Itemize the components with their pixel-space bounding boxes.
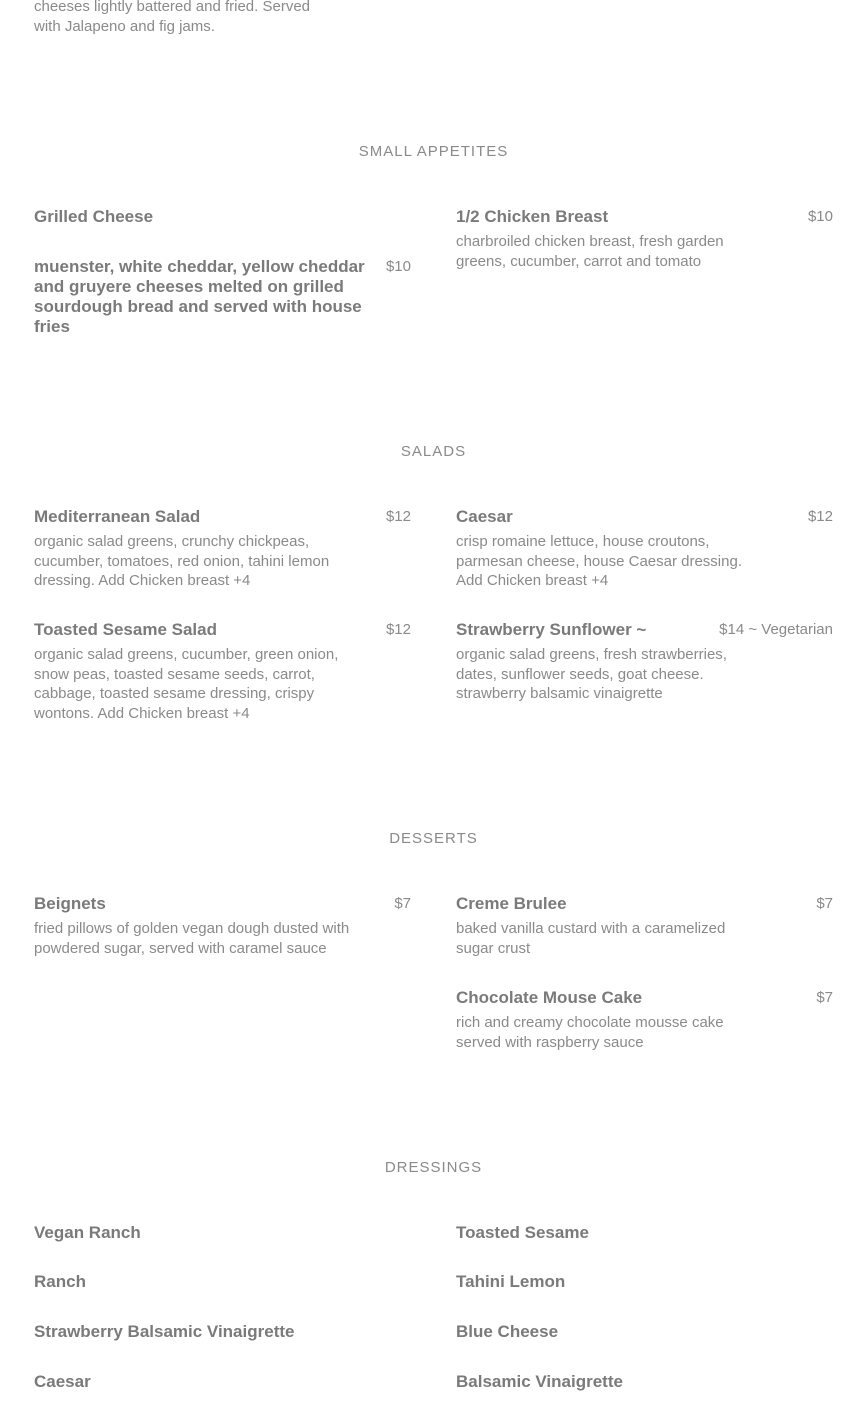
dressing-item: Ranch — [34, 1272, 86, 1291]
menu-item-description: organic salad greens, fresh strawberries, dates, sunflower seeds, goat cheese. strawberry balsamic vinaigrette — [456, 646, 727, 702]
menu-item-description: rich and creamy chocolate mousse cake served with raspberry sauce — [456, 1014, 724, 1051]
menu-item-price: $12 — [385, 621, 411, 638]
menu-item-name: Caesar — [456, 507, 513, 526]
menu-item-description-bold: muenster, white cheddar, yellow cheddar and gruyere cheeses melted on grilled sourdough bread and served with house fries — [34, 257, 365, 336]
menu-item-name: Beignets — [34, 894, 106, 913]
menu-item-description: organic salad greens, crunchy chickpeas, cucumber, tomatoes, red onion, tahini lemon dressing. Add Chicken breast +4 — [34, 533, 330, 589]
menu-item-name: Mediterranean Salad — [34, 507, 201, 526]
menu-item-description: organic salad greens, cucumber, green onion, snow peas, toasted sesame seeds, carrot, cabbage, toasted sesame dressing, crispy wontons. Add Chicken breast +4 — [34, 646, 339, 722]
dressing-item: Balsamic Vinaigrette — [456, 1372, 623, 1391]
menu-item-price: $10 — [385, 258, 411, 275]
menu-item-description: baked vanilla custard with a caramelized sugar crust — [456, 920, 726, 957]
section-title-dressings: DRESSINGS — [384, 1159, 483, 1176]
previous-item-description-line: cheeses lightly battered and fried. Served — [34, 0, 310, 15]
dressing-item: Blue Cheese — [456, 1322, 559, 1341]
menu-item-description: crisp romaine lettuce, house croutons, parmesan cheese, house Caesar dressing. Add Chicken breast +4 — [456, 533, 742, 589]
section-title-desserts: DESSERTS — [389, 830, 478, 847]
menu-item-price: $10 — [807, 208, 833, 225]
previous-item-description-line: with Jalapeno and fig jams. — [34, 17, 215, 35]
menu-item-price: $7 — [816, 989, 833, 1006]
dressing-item: Caesar — [34, 1372, 91, 1391]
menu-item-description: fried pillows of golden vegan dough dusted with powdered sugar, served with caramel sauce — [34, 920, 350, 957]
menu-item-name: 1/2 Chicken Breast — [456, 207, 609, 226]
menu-item-price: $12 — [385, 508, 411, 525]
menu-item-price: $12 — [807, 508, 833, 525]
dressing-item: Strawberry Balsamic Vinaigrette — [34, 1322, 295, 1341]
menu-item-price: $14 ~ Vegetarian — [719, 621, 833, 638]
previous-item-description — [34, 0, 354, 36]
menu-item-name: Strawberry Sunflower ~ — [456, 620, 647, 639]
menu-item-price: $7 — [816, 895, 833, 912]
dressing-item: Toasted Sesame — [456, 1223, 589, 1242]
menu-item-name: Chocolate Mouse Cake — [456, 988, 643, 1007]
menu-item-name: Grilled Cheese — [34, 207, 154, 226]
menu-item-price: $7 — [394, 895, 411, 912]
menu-item-name: Creme Brulee — [456, 894, 567, 913]
section-title-salads: SALADS — [400, 443, 467, 460]
dressing-item: Tahini Lemon — [456, 1272, 566, 1291]
menu-item-name: Toasted Sesame Salad — [34, 620, 217, 639]
menu-item-description: charbroiled chicken breast, fresh garden greens, cucumber, carrot and tomato — [456, 233, 724, 270]
dressing-item: Vegan Ranch — [34, 1223, 141, 1242]
section-title-small-appetites: SMALL APPETITES — [358, 143, 509, 160]
